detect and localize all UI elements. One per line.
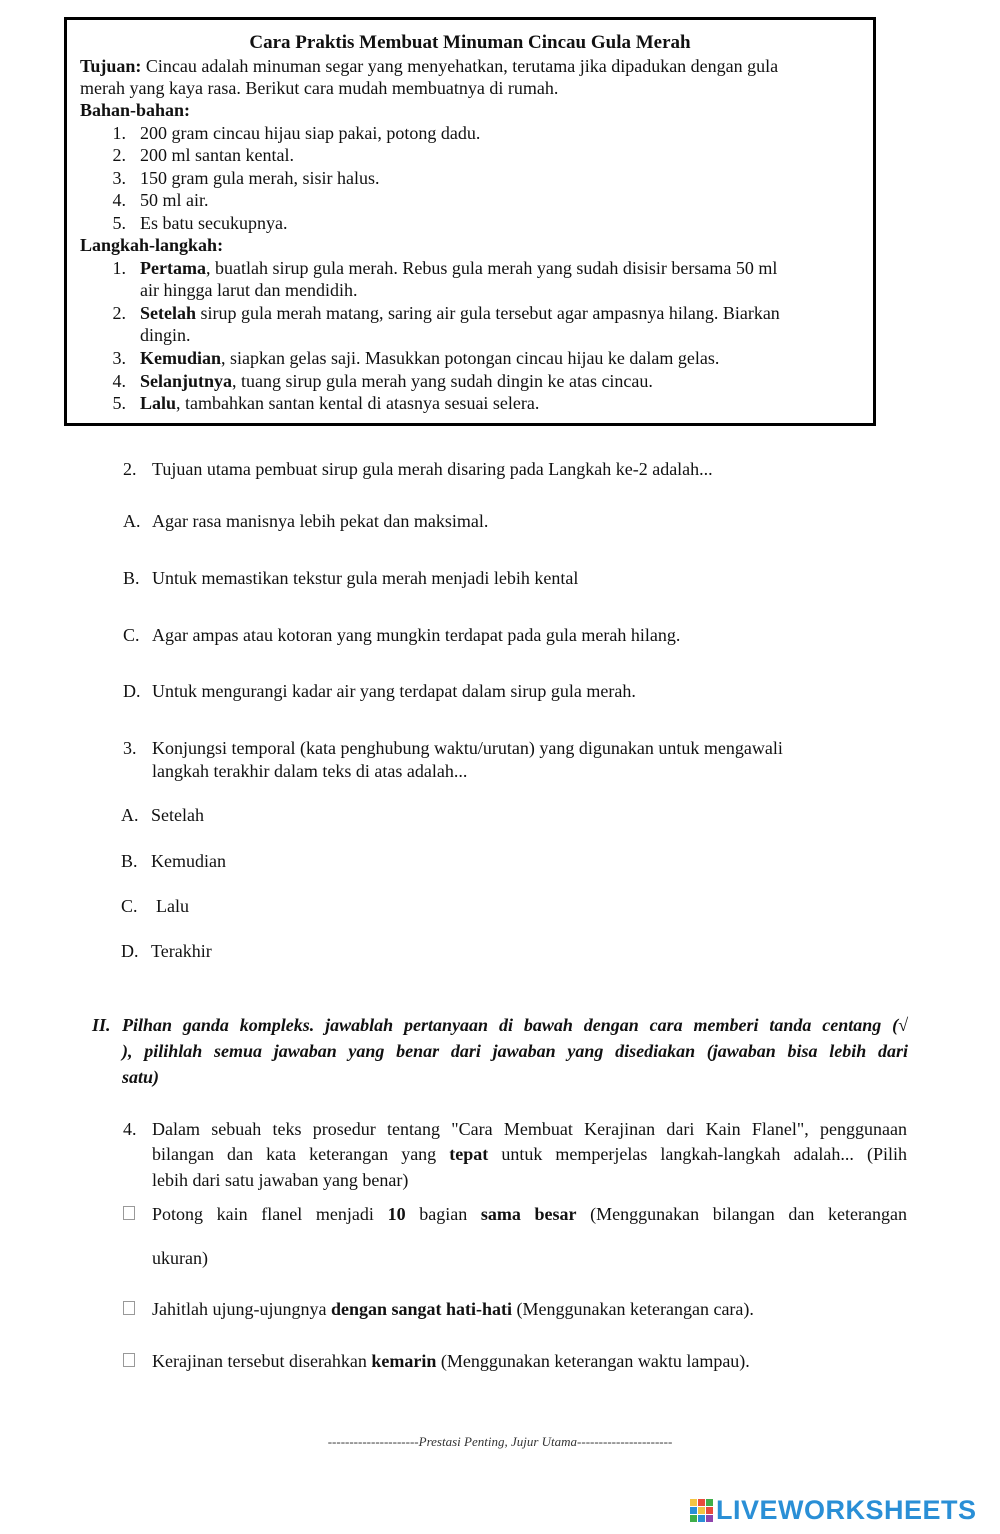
bahan-item: 50 ml air. — [140, 190, 209, 210]
q4-line-2-text: bilangan dan kata keterangan yang — [152, 1144, 450, 1164]
q4-option-2-checkbox[interactable] — [123, 1301, 135, 1315]
q4-line-2 — [152, 1141, 907, 1167]
langkah-label: Langkah-langkah: — [80, 235, 224, 255]
q3-option-label[interactable]: A. — [121, 805, 139, 825]
tujuan-line-1 — [80, 55, 778, 77]
q3-option-label[interactable]: B. — [121, 851, 138, 871]
footer-dashes: --------------------- — [327, 1434, 419, 1449]
langkah-num: 4. — [112, 371, 126, 391]
footer-motto-text: Prestasi Penting, Jujur Utama — [418, 1434, 578, 1449]
q3-option-text[interactable]: Kemudian — [151, 851, 226, 871]
logo-grid-icon — [690, 1499, 713, 1522]
q2-option-text[interactable]: Agar rasa manisnya lebih pekat dan maksimal. — [152, 511, 489, 531]
q3-option-text[interactable]: Setelah — [151, 805, 204, 825]
langkah-item — [140, 347, 719, 369]
liveworksheets-logo[interactable] — [690, 1494, 977, 1526]
langkah-item — [140, 392, 539, 414]
langkah-num: 5. — [112, 393, 126, 413]
q2-option-label[interactable]: C. — [123, 625, 140, 645]
q2-number: 2. — [123, 459, 137, 479]
q4-option-1-text[interactable] — [152, 1201, 907, 1227]
footer-dashes: ---------------------- — [577, 1434, 673, 1449]
q4-keyword: tepat — [449, 1144, 489, 1164]
section-2-line-1: Pilhan ganda kompleks. jawablah pertanyaan di bawah dengan cara memberi tanda centang (√ — [122, 1015, 908, 1035]
q3-option-label[interactable]: D. — [121, 941, 139, 961]
q4-option-bold: 10 — [387, 1204, 406, 1224]
q3-number: 3. — [123, 738, 137, 758]
langkah-keyword: Pertama — [140, 258, 206, 278]
q3-option-text[interactable]: Terakhir — [151, 941, 212, 961]
q4-option-3-checkbox[interactable] — [123, 1353, 135, 1367]
tujuan-line-2: merah yang kaya rasa. Berikut cara mudah membuatnya di rumah. — [80, 78, 559, 98]
q4-option-bold: sama besar — [480, 1204, 577, 1224]
langkah-item-cont: air hingga larut dan mendidih. — [140, 280, 358, 300]
langkah-text: , buatlah sirup gula merah. Rebus gula merah yang sudah disisir bersama 50 ml — [205, 258, 778, 278]
langkah-keyword: Selanjutnya — [140, 371, 233, 391]
langkah-keyword: Setelah — [140, 303, 196, 323]
bahan-num: 4. — [112, 190, 126, 210]
q4-number: 4. — [123, 1119, 137, 1139]
q4-option-1-cont[interactable]: ukuran) — [152, 1248, 208, 1268]
langkah-text: sirup gula merah matang, saring air gula tersebut agar ampasnya hilang. Biarkan — [196, 303, 780, 323]
q4-option-text-part: (Menggunakan keterangan waktu lampau). — [436, 1351, 750, 1371]
q4-line-2-text: untuk memperjelas langkah-langkah adalah... (Pilih — [488, 1144, 908, 1164]
q2-option-text[interactable]: Untuk memastikan tekstur gula merah menjadi lebih kental — [152, 568, 579, 588]
langkah-item-cont: dingin. — [140, 325, 191, 345]
section-2-number: II. — [92, 1015, 111, 1035]
q2-option-text[interactable]: Agar ampas atau kotoran yang mungkin terdapat pada gula merah hilang. — [152, 625, 681, 645]
q2-option-label[interactable]: A. — [123, 511, 141, 531]
q4-option-text-part: Jahitlah ujung-ujungnya — [152, 1299, 331, 1319]
tujuan-label: Tujuan: — [80, 56, 142, 76]
q2-text: Tujuan utama pembuat sirup gula merah disaring pada Langkah ke-2 adalah... — [152, 459, 713, 479]
q3-text-1: Konjungsi temporal (kata penghubung waktu/urutan) yang digunakan untuk mengawali — [152, 738, 783, 758]
langkah-item — [140, 370, 653, 392]
section-2-line-2: ), pilihlah semua jawaban yang benar dari jawaban yang disediakan (jawaban bisa lebih dari — [122, 1041, 908, 1061]
bahan-num: 1. — [112, 123, 126, 143]
q4-option-bold: kemarin — [371, 1351, 437, 1371]
bahan-item: 150 gram gula merah, sisir halus. — [140, 168, 380, 188]
q4-option-bold: dengan sangat hati-hati — [330, 1299, 513, 1319]
q2-option-label[interactable]: B. — [123, 568, 140, 588]
bahan-num: 3. — [112, 168, 126, 188]
section-2-line-3: satu) — [122, 1067, 160, 1087]
langkah-num: 3. — [112, 348, 126, 368]
langkah-num: 1. — [112, 258, 126, 278]
bahan-label: Bahan-bahan: — [80, 100, 191, 120]
langkah-text: , siapkan gelas saji. Masukkan potongan cincau hijau ke dalam gelas. — [221, 348, 720, 368]
langkah-num: 2. — [112, 303, 126, 323]
tujuan-text-1: Cincau adalah minuman segar yang menyehatkan, terutama jika dipadukan dengan gula — [141, 56, 779, 76]
q2-option-text[interactable]: Untuk mengurangi kadar air yang terdapat dalam sirup gula merah. — [152, 681, 636, 701]
q3-text-2: langkah terakhir dalam teks di atas adalah... — [152, 761, 468, 781]
reading-box — [64, 17, 876, 426]
q4-option-2-text[interactable] — [152, 1296, 754, 1322]
q3-option-label[interactable]: C. — [121, 896, 138, 916]
q4-option-text-part: (Menggunakan bilangan dan keterangan — [576, 1204, 907, 1224]
logo-text: LIVEWORKSHEETS — [716, 1494, 977, 1525]
q4-option-text-part: Potong kain flanel menjadi — [152, 1204, 388, 1224]
q4-option-text-part: Kerajinan tersebut diserahkan — [152, 1351, 372, 1371]
bahan-num: 2. — [112, 145, 126, 165]
bahan-item: 200 gram cincau hijau siap pakai, potong dadu. — [140, 123, 481, 143]
q2-option-label[interactable]: D. — [123, 681, 141, 701]
langkah-item — [140, 302, 780, 324]
q3-option-text[interactable]: Lalu — [156, 896, 189, 916]
q4-line-1: Dalam sebuah teks prosedur tentang "Cara Membuat Kerajinan dari Kain Flanel", penggunaan — [152, 1119, 907, 1139]
bahan-item: 200 ml santan kental. — [140, 145, 294, 165]
langkah-keyword: Kemudian — [140, 348, 222, 368]
q4-option-text-part: (Menggunakan keterangan cara). — [512, 1299, 754, 1319]
bahan-num: 5. — [112, 213, 126, 233]
reading-title: Cara Praktis Membuat Minuman Cincau Gula Merah — [249, 32, 691, 53]
footer-motto — [0, 1434, 1000, 1450]
q4-option-3-text[interactable] — [152, 1348, 750, 1374]
q4-option-1-checkbox[interactable] — [123, 1206, 135, 1220]
bahan-item: Es batu secukupnya. — [140, 213, 288, 233]
langkah-text: , tambahkan santan kental di atasnya sesuai selera. — [176, 393, 540, 413]
q4-option-text-part: bagian — [405, 1204, 481, 1224]
langkah-text: , tuang sirup gula merah yang sudah dingin ke atas cincau. — [232, 371, 653, 391]
langkah-item — [140, 257, 777, 279]
langkah-keyword: Lalu — [140, 393, 177, 413]
q4-line-3: lebih dari satu jawaban yang benar) — [152, 1170, 409, 1190]
